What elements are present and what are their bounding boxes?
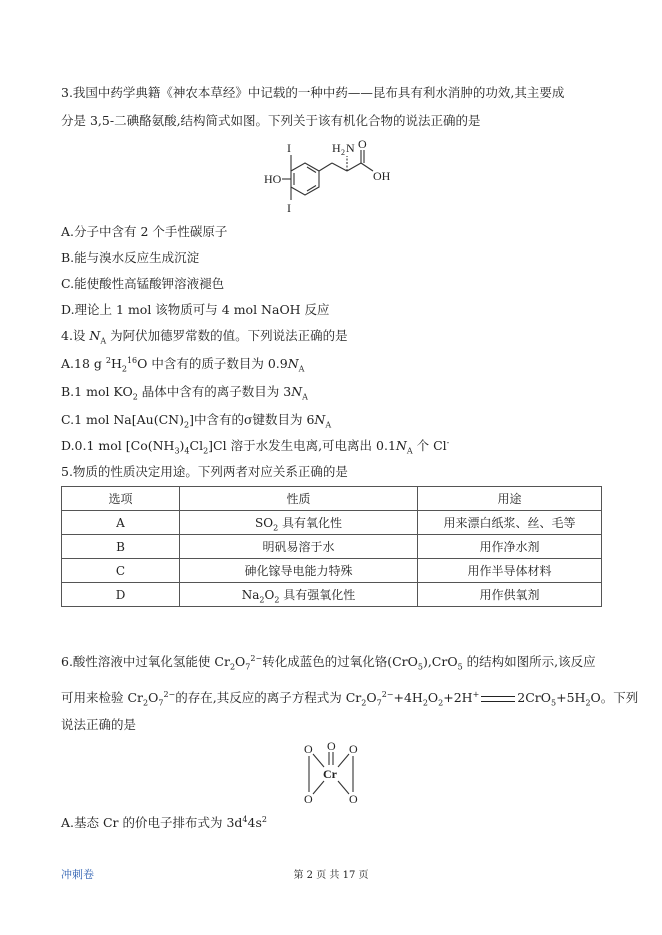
q5-stem: 5.物质的性质决定用途。下列两者对应关系正确的是 xyxy=(61,464,348,479)
amine-n-label: N xyxy=(346,141,355,155)
q6-stem-line2: 可用来检验 $Cr_2O_7^{2-}$的存在,其反应的离子方程式为 $Cr_2O_7^{2-}+4H_2O_2+2H^+$ $2CrO_5+5H_2O$。下列 xyxy=(61,689,639,708)
oxygen-label: O xyxy=(304,792,313,806)
table-cell: 用作半导体材料 xyxy=(418,559,602,583)
q6-stem-line3: 说法正确的是 xyxy=(61,717,137,732)
table-cell: 明矾易溶于水 xyxy=(180,535,418,559)
q6-stem-line1: 6.酸性溶液中过氧化氢能使 $Cr_2O_7^{2-}$转化成蓝色的过氧化铬(CrO$_5$),CrO$_5$ 的结构如图所示,该反应 xyxy=(61,653,596,672)
q3-option-d: D.理论上 1 mol 该物质可与 4 mol NaOH 反应 xyxy=(61,302,330,317)
q4-option-a: A.18 g $^2H_2^{16}O$ 中含有的质子数目为 $0.9N_A$ xyxy=(61,355,305,374)
oxygen-label: O xyxy=(304,742,313,756)
oxygen-label: O xyxy=(349,742,358,756)
q4-option-d: D.0.1 mol $[Co(NH_3)_4Cl_2]Cl$ 溶于水发生电离,可电离出 $0.1N_A$ 个 Cl- xyxy=(61,437,450,456)
table-header: 性质 xyxy=(180,487,418,511)
q3-stem-line2: 分是 3,5-二碘酪氨酸,结构简式如图。下列关于该有机化合物的说法正确的是 xyxy=(61,113,481,128)
q6-cro5-structure-diagram xyxy=(295,740,367,806)
oxygen-label: O xyxy=(327,740,336,753)
q4-option-c: C.1 mol $Na[Au(CN)_2]$中含有的σ键数目为 $6N_A$ xyxy=(61,412,332,430)
table-cell: C xyxy=(62,559,180,583)
table-cell: 砷化镓导电能力特殊 xyxy=(180,559,418,583)
carbonyl-o-label: O xyxy=(358,138,367,151)
carboxyl-oh-label: OH xyxy=(373,169,391,183)
iodine-bottom-label: I xyxy=(287,201,291,215)
q3-stem-line1: 3.我国中药学典籍《神农本草经》中记载的一种中药——昆布具有利水消肿的功效,其主要成 xyxy=(61,85,565,100)
table-cell: 用来漂白纸浆、丝、毛等 xyxy=(418,511,602,535)
table-header-row xyxy=(62,487,602,511)
table-cell: 用作净水剂 xyxy=(418,535,602,559)
table-cell: B xyxy=(62,535,180,559)
q4-stem: 4.设 $N_A$ 为阿伏加德罗常数的值。下列说法正确的是 xyxy=(61,328,348,346)
table-row xyxy=(62,535,602,559)
chromium-label: Cr xyxy=(323,767,337,781)
q3-option-c: C.能使酸性高锰酸钾溶液褪色 xyxy=(61,276,225,291)
q3-option-b: B.能与溴水反应生成沉淀 xyxy=(61,250,200,265)
hydroxyl-label: HO xyxy=(264,172,282,186)
table-row xyxy=(62,559,602,583)
q3-structure-diagram xyxy=(255,138,415,216)
table-cell: 用作供氧剂 xyxy=(418,583,602,607)
table-row xyxy=(62,511,602,535)
page-number: 第 2 页 共 17 页 xyxy=(293,870,369,881)
q6-option-a: A.基态 Cr 的价电子排布式为 $3d^44s^2$ xyxy=(61,814,267,830)
amine-sub-label: 2 xyxy=(341,148,345,157)
equation-equals-sign xyxy=(481,696,515,702)
footer-label: 冲刺卷 xyxy=(61,868,94,881)
table-header: 用途 xyxy=(418,487,602,511)
q5-table xyxy=(61,486,602,607)
table-cell: $Na_2O_2$ 具有强氧化性 xyxy=(180,583,418,607)
table-cell: $SO_2$ 具有氧化性 xyxy=(180,511,418,535)
q3-option-a: A.分子中含有 2 个手性碳原子 xyxy=(61,224,228,239)
oxygen-label: O xyxy=(349,792,358,806)
table-cell: D xyxy=(62,583,180,607)
q4-option-b: B.1 mol $KO_2$ 晶体中含有的离子数目为 $3N_A$ xyxy=(61,384,308,402)
table-row xyxy=(62,583,602,607)
table-header: 选项 xyxy=(62,487,180,511)
amine-h-label: H xyxy=(332,141,341,155)
table-cell: A xyxy=(62,511,180,535)
iodine-top-label: I xyxy=(287,141,291,155)
